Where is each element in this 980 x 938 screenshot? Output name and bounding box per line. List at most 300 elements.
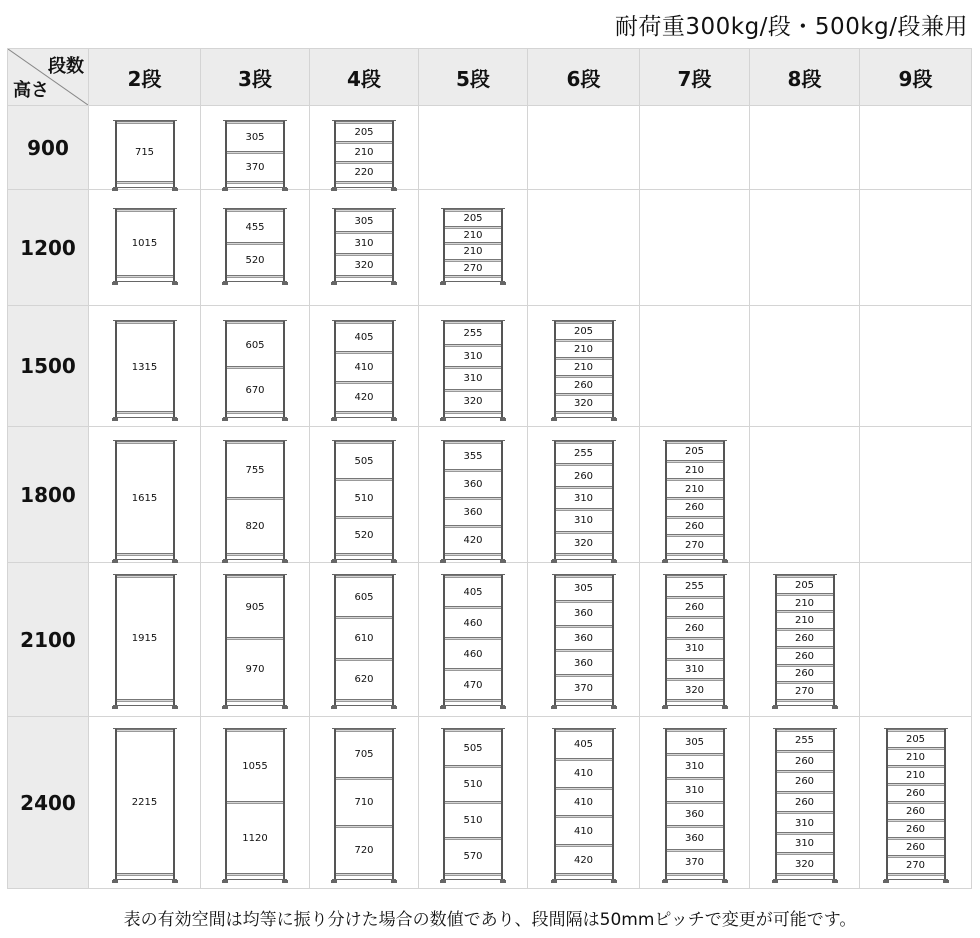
post-cap xyxy=(441,281,505,282)
table-cell xyxy=(640,106,750,190)
post-foot xyxy=(943,880,949,883)
shelf-board xyxy=(556,873,612,876)
gap-value: 360 xyxy=(463,507,483,518)
post-foot xyxy=(611,880,617,883)
shelf-board xyxy=(336,411,392,414)
post-foot xyxy=(391,188,397,191)
gap-value: 355 xyxy=(463,451,483,462)
gap-value: 370 xyxy=(684,857,705,868)
post-foot xyxy=(112,706,118,709)
post-cap xyxy=(663,705,727,706)
footnote: 表の有効空間は均等に振り分けた場合の数値であり、段間隔は50mmピッチで変更が可能です。 xyxy=(123,910,857,930)
shelf-rack-diagram xyxy=(886,729,946,879)
gap-value: 570 xyxy=(463,851,483,862)
post-foot xyxy=(391,282,397,285)
shelf-rack-diagram xyxy=(554,321,614,417)
post-foot xyxy=(662,560,668,563)
gap-value: 605 xyxy=(354,591,374,603)
gap-value: 255 xyxy=(573,448,594,460)
gap-value: 310 xyxy=(794,838,815,850)
gap-value: 310 xyxy=(573,515,594,527)
shelf-board xyxy=(445,699,501,702)
post-cap xyxy=(223,417,287,418)
gap-value: 270 xyxy=(463,262,483,274)
post-foot xyxy=(440,418,446,421)
post-foot xyxy=(722,706,728,709)
shelf-board xyxy=(445,553,501,556)
shelf-rack-diagram xyxy=(443,441,503,559)
table-cell xyxy=(860,427,972,563)
post-foot xyxy=(172,188,178,191)
shelf-board xyxy=(777,873,833,876)
post-cap xyxy=(332,879,396,880)
gap-value: 420 xyxy=(463,535,483,546)
table-cell xyxy=(201,427,310,563)
gap-value: 260 xyxy=(684,502,705,514)
gap-value: 210 xyxy=(573,362,594,373)
post-foot xyxy=(331,706,337,709)
column-header: 5段 xyxy=(419,49,528,106)
table-cell xyxy=(201,190,310,306)
table-cell xyxy=(750,427,860,563)
post-cap xyxy=(332,417,396,418)
table-cell xyxy=(89,427,201,563)
post-foot xyxy=(500,282,506,285)
gap-value: 1915 xyxy=(131,633,158,644)
table-cell xyxy=(640,563,750,717)
table-cell xyxy=(419,427,528,563)
tiers-label: 段数 xyxy=(48,56,84,77)
header-row xyxy=(8,49,972,106)
row-height-label: 1500 xyxy=(8,306,89,427)
post-cap xyxy=(441,705,505,706)
post-foot xyxy=(722,880,728,883)
post-foot xyxy=(551,560,557,563)
post-foot xyxy=(282,188,288,191)
shelf-rack-diagram xyxy=(115,321,175,417)
gap-value: 270 xyxy=(684,539,705,551)
gap-value: 820 xyxy=(245,521,265,532)
column-header: 6段 xyxy=(528,49,640,106)
gap-value: 755 xyxy=(245,465,265,476)
gap-value: 260 xyxy=(794,650,815,662)
corner-header xyxy=(8,49,89,106)
gap-value: 360 xyxy=(573,657,594,669)
post-foot xyxy=(500,418,506,421)
shelf-rack-diagram xyxy=(334,321,394,417)
shelf-board xyxy=(667,873,723,876)
table-cell xyxy=(640,717,750,889)
post-cap xyxy=(552,417,616,418)
table-cell xyxy=(640,190,750,306)
table-cell xyxy=(640,306,750,427)
post-cap xyxy=(441,559,505,560)
shelf-rack-diagram xyxy=(775,575,835,705)
table-cell xyxy=(310,427,419,563)
gap-value: 260 xyxy=(794,755,815,767)
table-cell xyxy=(89,306,201,427)
table-cell xyxy=(201,717,310,889)
post-cap xyxy=(663,559,727,560)
shelf-rack-diagram xyxy=(443,209,503,281)
shelf-rack-diagram xyxy=(554,441,614,559)
gap-value: 510 xyxy=(354,492,374,504)
gap-value: 255 xyxy=(684,581,705,593)
shelf-rack-diagram xyxy=(225,729,285,879)
post-foot xyxy=(551,418,557,421)
gap-value: 310 xyxy=(463,350,483,362)
gap-value: 320 xyxy=(354,260,374,271)
gap-value: 420 xyxy=(354,392,374,403)
shelf-rack-diagram xyxy=(225,575,285,705)
post-cap xyxy=(552,559,616,560)
shelf-board xyxy=(336,553,392,556)
gap-value: 970 xyxy=(245,664,265,675)
post-foot xyxy=(391,560,397,563)
gap-value: 455 xyxy=(245,221,265,233)
table-cell xyxy=(201,563,310,717)
table-row xyxy=(8,717,972,889)
shelf-rack-diagram xyxy=(443,321,503,417)
gap-value: 405 xyxy=(354,332,374,343)
gap-value: 320 xyxy=(463,395,483,407)
post-cap xyxy=(332,705,396,706)
table-row xyxy=(8,190,972,306)
gap-value: 210 xyxy=(463,246,483,258)
post-foot xyxy=(282,282,288,285)
table-cell xyxy=(89,190,201,306)
gap-value: 320 xyxy=(794,858,815,870)
gap-value: 270 xyxy=(905,860,926,871)
post-foot xyxy=(440,560,446,563)
shelf-rack-diagram xyxy=(665,729,725,879)
table-cell xyxy=(310,563,419,717)
table-cell xyxy=(419,106,528,190)
table-cell xyxy=(419,717,528,889)
table-cell xyxy=(89,717,201,889)
post-cap xyxy=(552,705,616,706)
shelf-rack-diagram xyxy=(334,441,394,559)
gap-value: 260 xyxy=(905,824,926,835)
gap-value: 1015 xyxy=(131,238,158,249)
gap-value: 260 xyxy=(794,776,815,788)
column-header: 7段 xyxy=(640,49,750,106)
gap-value: 460 xyxy=(463,648,483,660)
gap-value: 310 xyxy=(684,663,705,675)
post-foot xyxy=(222,560,228,563)
post-cap xyxy=(113,559,177,560)
post-foot xyxy=(611,418,617,421)
gap-value: 670 xyxy=(245,384,265,396)
gap-value: 620 xyxy=(354,674,374,686)
post-foot xyxy=(611,706,617,709)
post-foot xyxy=(172,880,178,883)
shelf-rack-diagram xyxy=(115,575,175,705)
post-cap xyxy=(223,705,287,706)
gap-value: 260 xyxy=(905,788,926,799)
post-cap xyxy=(552,879,616,880)
gap-value: 410 xyxy=(354,362,374,373)
shelf-rack-diagram xyxy=(665,441,725,559)
gap-value: 210 xyxy=(905,752,926,763)
gap-value: 220 xyxy=(354,167,374,178)
row-height-label: 1200 xyxy=(8,190,89,306)
post-foot xyxy=(722,560,728,563)
table-cell xyxy=(860,717,972,889)
post-cap xyxy=(223,281,287,282)
post-foot xyxy=(832,880,838,883)
gap-value: 205 xyxy=(684,446,705,458)
gap-value: 610 xyxy=(354,632,374,644)
gap-value: 405 xyxy=(573,739,594,751)
height-label: 高さ xyxy=(13,80,49,101)
table-cell xyxy=(528,427,640,563)
shelf-board xyxy=(667,699,723,702)
gap-value: 505 xyxy=(463,743,483,754)
gap-value: 310 xyxy=(573,492,594,504)
table-cell xyxy=(528,190,640,306)
post-cap xyxy=(773,705,837,706)
gap-value: 305 xyxy=(245,132,265,143)
gap-value: 715 xyxy=(134,147,155,158)
post-cap xyxy=(332,187,396,188)
post-foot xyxy=(391,706,397,709)
shelf-board xyxy=(336,275,392,278)
gap-value: 720 xyxy=(354,845,374,856)
gap-value: 320 xyxy=(573,398,594,409)
gap-value: 520 xyxy=(354,530,374,542)
shelf-rack-diagram xyxy=(115,209,175,281)
post-foot xyxy=(172,706,178,709)
table-cell xyxy=(860,306,972,427)
shelf-board xyxy=(888,873,944,876)
gap-value: 260 xyxy=(905,842,926,853)
post-foot xyxy=(282,418,288,421)
gap-value: 470 xyxy=(463,679,483,691)
gap-value: 205 xyxy=(794,579,815,591)
gap-value: 305 xyxy=(354,216,374,227)
table-cell xyxy=(640,427,750,563)
shelf-board xyxy=(777,699,833,702)
shelf-board xyxy=(445,275,501,278)
post-foot xyxy=(331,880,337,883)
post-foot xyxy=(172,560,178,563)
gap-value: 370 xyxy=(573,682,594,694)
post-foot xyxy=(832,706,838,709)
gap-value: 360 xyxy=(573,632,594,644)
gap-value: 260 xyxy=(684,601,705,613)
gap-value: 410 xyxy=(573,768,594,780)
gap-value: 410 xyxy=(573,796,594,808)
shelf-rack-diagram xyxy=(225,121,285,187)
gap-value: 205 xyxy=(463,213,483,225)
gap-value: 1615 xyxy=(131,493,158,504)
shelf-rack-diagram xyxy=(115,729,175,879)
post-foot xyxy=(772,706,778,709)
post-cap xyxy=(441,879,505,880)
post-foot xyxy=(662,706,668,709)
table-cell xyxy=(860,563,972,717)
gap-value: 260 xyxy=(794,796,815,808)
gap-value: 405 xyxy=(463,586,483,598)
post-foot xyxy=(222,418,228,421)
gap-value: 1055 xyxy=(242,761,268,772)
table-cell xyxy=(310,106,419,190)
row-height-label: 2400 xyxy=(8,717,89,889)
gap-value: 520 xyxy=(245,254,265,266)
shelf-rack-diagram xyxy=(225,441,285,559)
table-cell xyxy=(528,306,640,427)
post-foot xyxy=(331,560,337,563)
post-foot xyxy=(282,880,288,883)
gap-value: 260 xyxy=(684,622,705,634)
table-cell xyxy=(860,106,972,190)
row-height-label: 1800 xyxy=(8,427,89,563)
post-cap xyxy=(663,879,727,880)
shelf-board xyxy=(445,411,501,414)
gap-value: 360 xyxy=(684,809,705,820)
gap-value: 1120 xyxy=(242,833,268,844)
shelf-board xyxy=(227,873,283,876)
table-row xyxy=(8,106,972,190)
gap-value: 205 xyxy=(905,734,926,745)
gap-value: 1315 xyxy=(131,362,158,373)
shelf-board xyxy=(336,181,392,184)
gap-value: 260 xyxy=(573,470,594,482)
gap-value: 710 xyxy=(354,797,374,808)
post-cap xyxy=(223,879,287,880)
shelf-rack-diagram xyxy=(554,729,614,879)
table-cell xyxy=(528,563,640,717)
gap-value: 305 xyxy=(573,583,594,595)
gap-value: 270 xyxy=(794,686,815,698)
post-foot xyxy=(662,880,668,883)
row-height-label: 900 xyxy=(8,106,89,190)
gap-value: 210 xyxy=(684,483,705,495)
gap-value: 360 xyxy=(463,479,483,490)
post-foot xyxy=(222,880,228,883)
table-cell xyxy=(750,563,860,717)
gap-value: 360 xyxy=(573,608,594,620)
shelf-rack-diagram xyxy=(334,729,394,879)
post-foot xyxy=(551,880,557,883)
post-foot xyxy=(440,880,446,883)
shelf-board xyxy=(117,553,173,556)
column-header: 9段 xyxy=(860,49,972,106)
gap-value: 260 xyxy=(905,806,926,817)
column-header: 3段 xyxy=(201,49,310,106)
post-cap xyxy=(332,559,396,560)
shelf-board xyxy=(667,553,723,556)
shelf-board xyxy=(227,553,283,556)
shelf-board xyxy=(336,873,392,876)
gap-value: 210 xyxy=(905,770,926,781)
gap-value: 210 xyxy=(684,464,705,476)
gap-value: 310 xyxy=(463,373,483,385)
post-foot xyxy=(551,706,557,709)
post-foot xyxy=(222,188,228,191)
gap-value: 210 xyxy=(463,229,483,241)
table-cell xyxy=(750,717,860,889)
gap-value: 310 xyxy=(354,238,374,249)
table-cell xyxy=(201,106,310,190)
shelf-rack-diagram xyxy=(225,209,285,281)
post-cap xyxy=(223,187,287,188)
gap-value: 255 xyxy=(463,328,483,340)
gap-value: 305 xyxy=(684,737,705,748)
shelf-rack-diagram xyxy=(225,321,285,417)
table-cell xyxy=(310,190,419,306)
post-cap xyxy=(441,417,505,418)
post-foot xyxy=(440,282,446,285)
shelf-board xyxy=(227,181,283,184)
post-cap xyxy=(773,879,837,880)
post-foot xyxy=(282,560,288,563)
post-foot xyxy=(772,880,778,883)
gap-value: 410 xyxy=(573,825,594,837)
table-row xyxy=(8,563,972,717)
shelf-rack-diagram xyxy=(443,729,503,879)
shelf-rack-diagram xyxy=(115,441,175,559)
row-height-label: 2100 xyxy=(8,563,89,717)
shelf-board xyxy=(336,699,392,702)
table-cell xyxy=(89,563,201,717)
gap-value: 205 xyxy=(573,326,594,337)
gap-value: 260 xyxy=(684,520,705,532)
shelf-spec-table xyxy=(7,48,972,889)
gap-value: 310 xyxy=(684,761,705,772)
post-foot xyxy=(500,706,506,709)
post-foot xyxy=(112,418,118,421)
post-foot xyxy=(500,560,506,563)
post-foot xyxy=(222,706,228,709)
shelf-board xyxy=(227,275,283,278)
table-cell xyxy=(750,306,860,427)
gap-value: 320 xyxy=(684,684,705,696)
gap-value: 310 xyxy=(684,643,705,655)
table-row xyxy=(8,427,972,563)
gap-value: 510 xyxy=(463,779,483,790)
table-cell xyxy=(419,190,528,306)
column-header: 4段 xyxy=(310,49,419,106)
shelf-board xyxy=(117,275,173,278)
gap-value: 510 xyxy=(463,815,483,826)
shelf-board xyxy=(445,873,501,876)
post-foot xyxy=(222,282,228,285)
gap-value: 210 xyxy=(794,597,815,609)
table-cell xyxy=(89,106,201,190)
gap-value: 260 xyxy=(794,632,815,644)
shelf-board xyxy=(556,699,612,702)
post-foot xyxy=(112,560,118,563)
post-foot xyxy=(391,880,397,883)
shelf-board xyxy=(117,411,173,414)
post-foot xyxy=(112,282,118,285)
shelf-board xyxy=(117,699,173,702)
gap-value: 310 xyxy=(794,817,815,829)
gap-value: 605 xyxy=(245,339,265,351)
shelf-rack-diagram xyxy=(554,575,614,705)
table-cell xyxy=(310,306,419,427)
post-cap xyxy=(113,187,177,188)
gap-value: 210 xyxy=(354,147,374,158)
post-foot xyxy=(331,188,337,191)
gap-value: 905 xyxy=(245,602,265,613)
gap-value: 420 xyxy=(573,854,594,866)
table-cell xyxy=(528,106,640,190)
gap-value: 210 xyxy=(794,615,815,627)
post-cap xyxy=(113,281,177,282)
